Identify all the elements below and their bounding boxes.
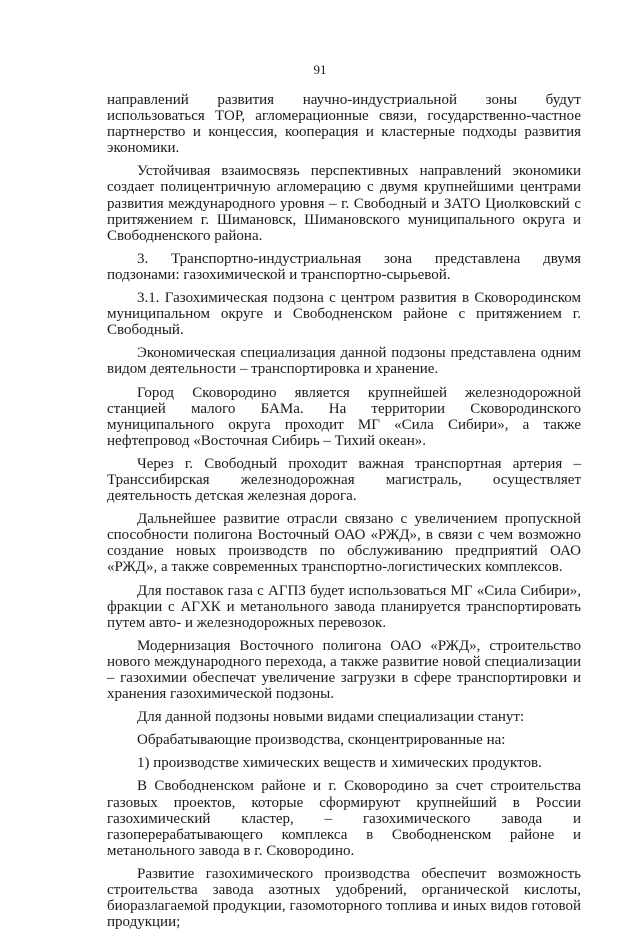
paragraph: Обрабатывающие производства, сконцентрированные на: [137, 732, 506, 749]
page-number: 91 [313, 62, 327, 77]
paragraph: Устойчивая взаимосвязь перспективных направлений экономики создает полицентричную агломерацию с двумя крупнейшими центрами развития международного уровня – г. Свободный и ЗАТО Циолковский с притяжением г. Шимановск, Шимановского муниципального округа и Свободненского района. [107, 163, 581, 244]
paragraph: Для поставок газа с АГПЗ будет использоваться МГ «Сила Сибири», фракции с АГХК и метанольного завода планируется транспортировать путем авто- и железнодорожных перевозок. [107, 582, 581, 631]
paragraph: направлений развития научно-индустриальной зоны будут использоваться ТОР, агломерационные связи, государственно-частное партнерство и концессия, кооперация и кластерные подходы развития экономики. [107, 92, 581, 157]
body-text [107, 92, 581, 937]
paragraph: Развитие газохимического производства обеспечит возможность строительства завода азотных удобрений, органической кислоты, биоразлагаемой продукции, газомоторного топлива и иных видов готовой продукции; [107, 865, 581, 931]
paragraph: Модернизация Восточного полигона ОАО «РЖД», строительство нового международного перехода, а также развитие новой специализации – газохимии обеспечат увеличение загрузки в сфере транспортировки и хранения газохимической подзоны. [107, 637, 581, 703]
list-item: 1) производстве химических веществ и химических продуктов. [137, 755, 542, 772]
paragraph: Экономическая специализация данной подзоны представлена одним видом деятельности – транспортировка и хранение. [107, 345, 581, 378]
paragraph: В Свободненском районе и г. Сковородино за счет строительства газовых проектов, которые сформируют крупнейший в России газохимический кластер, – газохимического завода и газоперерабатывающего комплекса в Свободненском районе и метанольного завода в г. Сковородино. [107, 778, 581, 859]
paragraph: Для данной подзоны новыми видами специализации станут: [137, 709, 525, 726]
paragraph: Дальнейшее развитие отрасли связано с увеличением пропускной способности полигона Восточный ОАО «РЖД», в связи с чем возможно создание новых производств по обслуживанию предприятий ОАО «РЖД», а также современных транспортно-логистических комплексов. [107, 511, 581, 576]
paragraph: 3. Транспортно-индустриальная зона представлена двумя подзонами: газохимической и транспортно-сырьевой. [107, 250, 581, 283]
paragraph: 3.1. Газохимическая подзона с центром развития в Сковородинском муниципальном округе и Свободненском районе с притяжением г. Свободный. [107, 290, 581, 339]
paragraph: Город Сковородино является крупнейшей железнодорожной станцией малого БАМа. На территории Сковородинского муниципального округа проходит МГ «Сила Сибири», а также нефтепровод «Восточная Сибирь – Тихий океан». [107, 384, 581, 449]
paragraph: Через г. Свободный проходит важная транспортная артерия – Транссибирская железнодорожная магистраль, осуществляет деятельность детская железная дорога. [107, 455, 581, 505]
